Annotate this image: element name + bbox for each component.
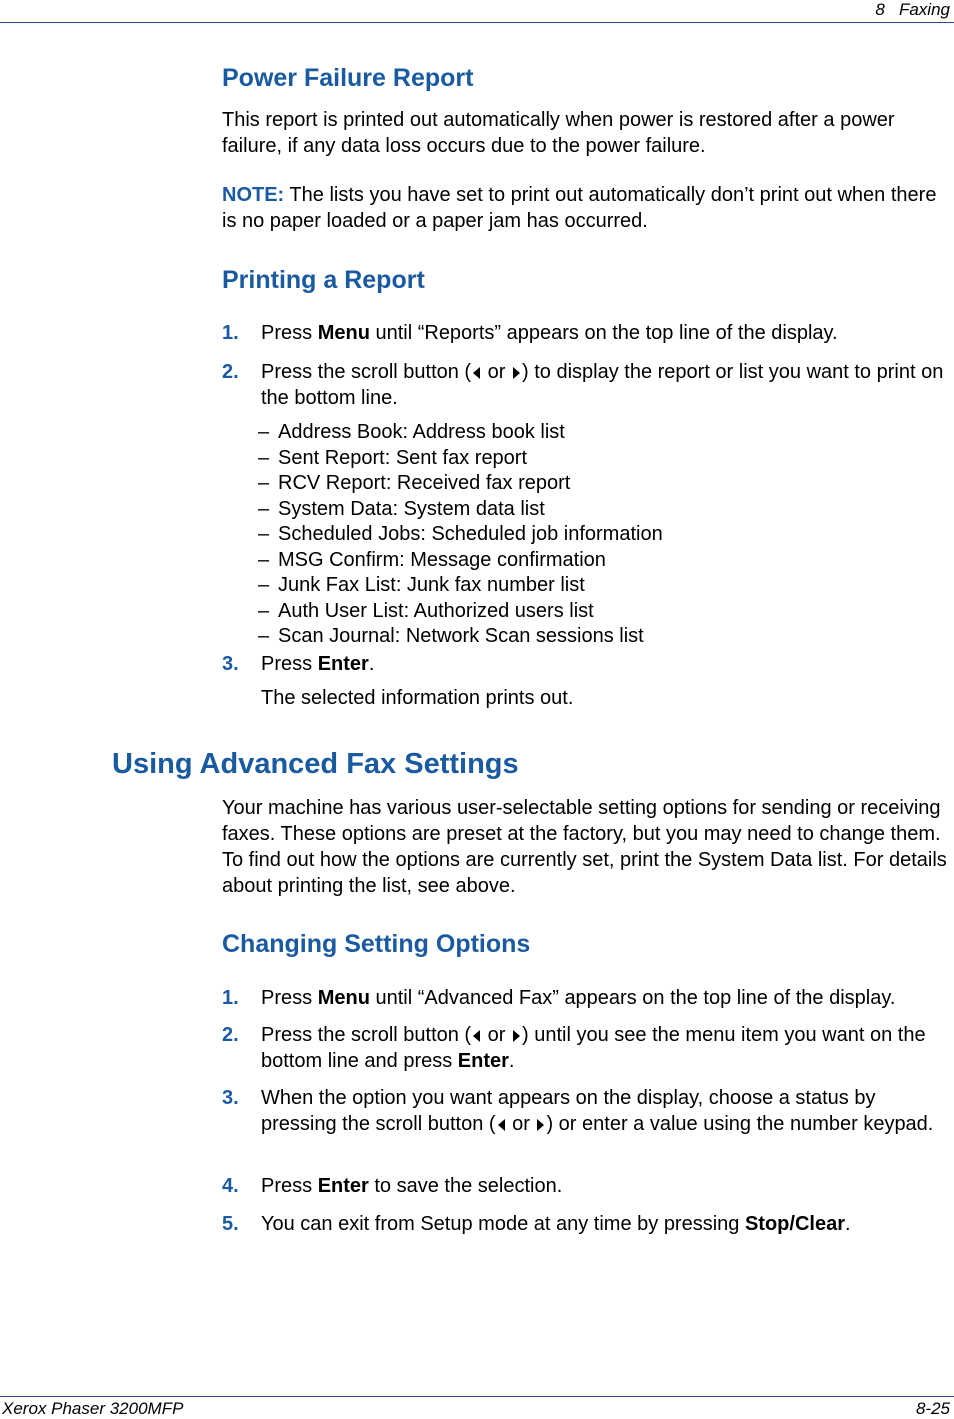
scroll-right-icon	[537, 1119, 544, 1131]
section-title-printing: Printing a Report	[222, 266, 425, 294]
header-rule	[0, 22, 954, 23]
step-number: 1.	[222, 322, 239, 344]
key-enter: Enter	[317, 653, 369, 675]
list-item: – Scheduled Jobs: Scheduled job information	[258, 522, 663, 548]
list-item: – Auth User List: Authorized users list	[258, 599, 663, 625]
key-stop-clear: Stop/Clear	[744, 1213, 845, 1235]
list-item: – Scan Journal: Network Scan sessions list	[258, 624, 663, 650]
scroll-left-icon	[473, 1030, 480, 1042]
note-text: The lists you have set to print out automatically don’t print out when there is no paper loaded or a paper jam has occurred.	[222, 184, 937, 232]
key-enter: Enter	[457, 1050, 509, 1072]
changing-step-5: 5. You can exit from Setup mode at any time by pressing Stop/Clear.	[222, 1213, 851, 1235]
chapter-section-title-advanced: Using Advanced Fax Settings	[112, 748, 519, 780]
step-number: 1.	[222, 987, 239, 1009]
note	[222, 182, 952, 234]
list-item: – Junk Fax List: Junk fax number list	[258, 573, 663, 599]
step-number: 4.	[222, 1175, 239, 1197]
printing-step-3: 3. Press Enter.	[222, 653, 375, 675]
report-list	[258, 420, 663, 650]
printing-step-2: 2. Press the scroll button ( or ) to display the report or list you want to print on the bottom line.	[222, 361, 944, 409]
key-menu: Menu	[317, 322, 370, 344]
step-number: 3.	[222, 653, 239, 675]
key-enter: Enter	[317, 1175, 369, 1197]
list-item: – System Data: System data list	[258, 497, 663, 523]
step-number: 3.	[222, 1087, 239, 1109]
changing-step-2: 2. Press the scroll button ( or ) until you see the menu item you want on the bottom line and press Enter.	[222, 1024, 926, 1072]
step-number: 5.	[222, 1213, 239, 1235]
changing-step-1: 1. Press Menu until “Advanced Fax” appears on the top line of the display.	[222, 987, 896, 1009]
note-label: NOTE:	[222, 184, 285, 206]
power-failure-body: This report is printed out automatically when power is restored after a power failure, if any data loss occurs due to the power failure.	[222, 109, 895, 157]
scroll-left-icon	[498, 1119, 505, 1131]
page-header	[875, 0, 950, 20]
printing-result: The selected information prints out.	[261, 687, 574, 709]
footer-product: Xerox Phaser 3200MFP	[2, 1399, 184, 1418]
step-number: 2.	[222, 361, 239, 383]
advanced-body: Your machine has various user-selectable setting options for sending or receiving faxes. These options are preset at the factory, but you may need to change them. To find out how the options are currently set, print the System Data list. For details about printing the list, see above.	[222, 797, 947, 897]
list-item: – Address Book: Address book list	[258, 420, 663, 446]
section-title-changing: Changing Setting Options	[222, 930, 531, 958]
key-menu: Menu	[317, 987, 370, 1009]
list-item: – MSG Confirm: Message confirmation	[258, 548, 663, 574]
changing-step-4: 4. Press Enter to save the selection.	[222, 1175, 563, 1197]
footer-rule	[0, 1396, 954, 1397]
chapter-title: Faxing	[898, 0, 950, 19]
section-title-power-failure: Power Failure Report	[222, 64, 474, 92]
list-item: – Sent Report: Sent fax report	[258, 446, 663, 472]
page-number: 8-25	[915, 1399, 950, 1418]
chapter-number: 8	[875, 0, 885, 19]
scroll-left-icon	[473, 367, 480, 379]
step-number: 2.	[222, 1024, 239, 1046]
scroll-right-icon	[513, 1030, 520, 1042]
changing-step-3: 3. When the option you want appears on the display, choose a status by pressing the scroll button ( or ) or enter a value using the number keypad.	[222, 1087, 934, 1135]
printing-step-1: 1. Press Menu until “Reports” appears on the top line of the display.	[222, 322, 838, 344]
scroll-right-icon	[513, 367, 520, 379]
list-item: – RCV Report: Received fax report	[258, 471, 663, 497]
